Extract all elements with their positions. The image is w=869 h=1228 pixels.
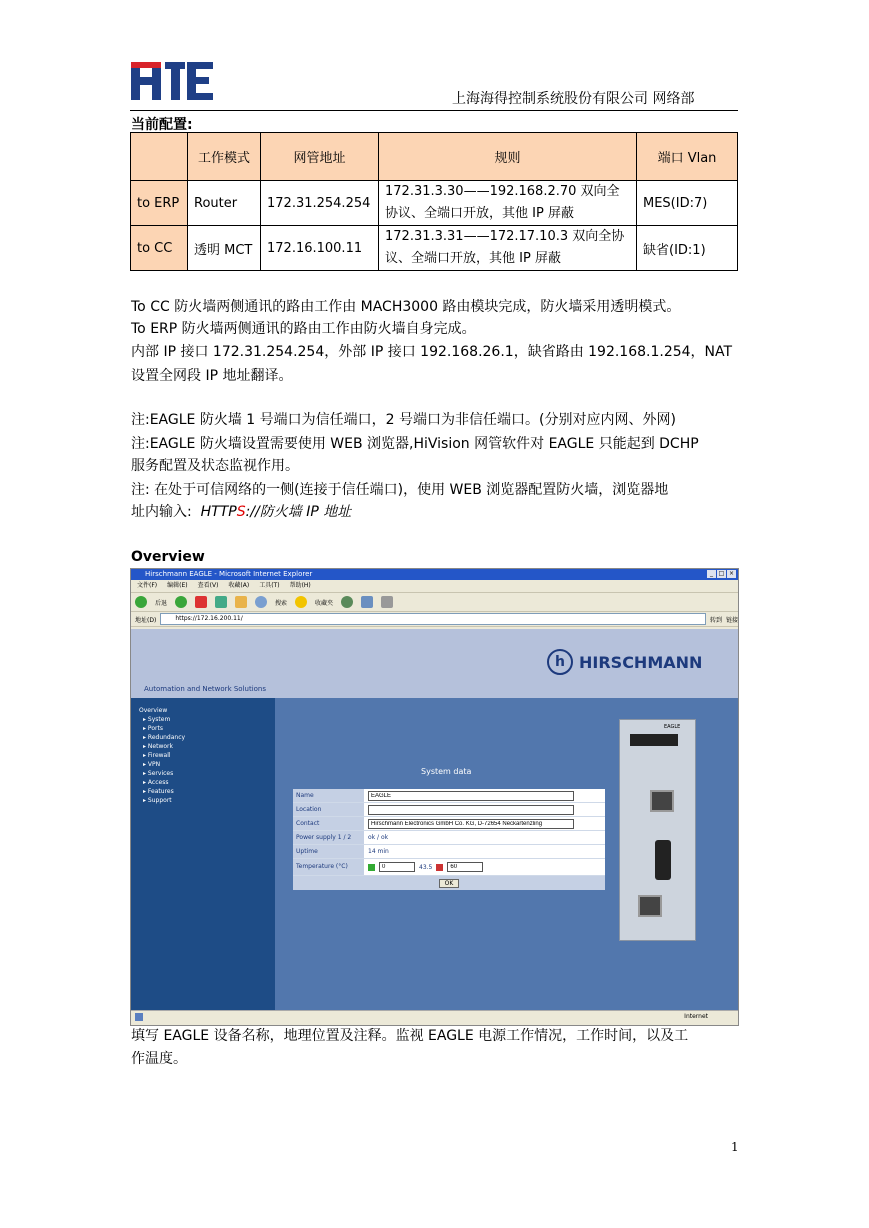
nav-item[interactable]: ▸ VPN [143,761,161,768]
system-data-form [293,789,605,890]
address-input[interactable]: https://172.16.200.11/ [160,613,706,625]
back-icon[interactable] [135,596,147,608]
search-icon[interactable] [255,596,267,608]
links-label[interactable]: 链接 [725,616,738,624]
name-label: Name [293,789,364,802]
nav-label: Access [147,779,169,786]
paragraph: 内部 IP 接口 172.31.254.254，外部 IP 接口 192.168.26.1，缺省路由 192.168.1.254，NAT [131,344,733,360]
device-label: EAGLE [664,724,681,730]
power-value: ok / ok [368,834,389,841]
header-cell [131,133,188,181]
nav-sidebar [131,698,275,1010]
nav-label: Redundancy [147,734,186,741]
location-label: Location [293,803,364,816]
table-cell: 172.16.100.11 [261,226,379,271]
table-cell: 172.31.3.30——192.168.2.70 双向全协议、全端口开放，其他 IP 屏蔽 [379,181,637,226]
nav-label: System [147,716,171,723]
form-row-uptime [293,845,605,859]
company-header: 上海海得控制系统股份有限公司 网络部 [452,91,695,107]
temp-high-icon [436,864,443,871]
menu-edit[interactable]: 编辑(E) [167,582,188,589]
header-cell: 端口 Vlan [637,133,738,181]
form-row-location [293,803,605,817]
page-icon [135,1013,143,1021]
form-row-contact [293,817,605,831]
nav-item[interactable]: ▸ Network [143,743,173,750]
favorites-label[interactable]: 收藏夹 [315,599,334,607]
history-icon[interactable] [341,596,353,608]
note: 注:EAGLE 防火墙设置需要使用 WEB 浏览器,HiVision 网管软件对 EAGLE 只能起到 DCHP [131,436,699,452]
nav-item[interactable]: ▸ Ports [143,725,163,732]
nav-item[interactable]: ▸ Firewall [143,752,171,759]
browser-titlebar [131,569,738,580]
address-label: 地址(D) [135,616,157,624]
temp-low-icon [368,864,375,871]
browser-statusbar [131,1010,738,1025]
table-cell: 缺省(ID:1) [637,226,738,271]
note: 服务配置及状态监视作用。 [131,458,299,474]
overview-heading: Overview [131,549,205,565]
browser-screenshot [130,568,739,1026]
nav-item[interactable]: ▸ Support [143,797,172,804]
favorites-icon[interactable] [295,596,307,608]
note-text: 址内输入: [131,504,192,520]
config-table [130,132,738,271]
header-cell: 工作模式 [188,133,261,181]
window-controls [707,570,736,578]
paragraph: To ERP 防火墙两侧通讯的路由工作由防火墙自身完成。 [131,321,476,337]
nav-label: Features [147,788,174,795]
minimize-icon[interactable]: _ [707,570,716,578]
uptime-value: 14 min [368,848,389,855]
menu-file[interactable]: 文件(F) [137,582,158,589]
forward-icon[interactable] [175,596,187,608]
table-cell: MES(ID:7) [637,181,738,226]
nav-item[interactable]: ▸ Features [143,788,174,795]
table-header-row [131,133,738,181]
current-config-label: 当前配置: [131,117,193,133]
home-icon[interactable] [235,596,247,608]
hirschmann-h-icon: h [547,649,573,675]
menu-favorites[interactable]: 收藏(A) [228,582,250,589]
form-row-name [293,789,605,803]
nav-label: Support [147,797,172,804]
tagline: Automation and Network Solutions [144,685,267,693]
go-button[interactable]: 转到 [709,616,722,624]
form-row-power [293,831,605,845]
name-input[interactable] [368,791,574,801]
note: 注: 在处于可信网络的一侧(连接于信任端口)，使用 WEB 浏览器配置防火墙，浏览器地 [131,482,669,498]
hirschmann-logo [547,649,702,675]
temp-current: 43.5 [419,863,433,871]
page-banner [131,629,738,698]
https-s: S [236,504,246,520]
contact-label: Contact [293,817,364,830]
eagle-device-image [619,719,696,941]
table-cell: to CC [131,226,188,271]
rj45-port-icon [638,895,662,917]
nav-item[interactable]: ▸ Redundancy [143,734,186,741]
paragraph: 设置全网段 IP 地址翻译。 [131,368,293,384]
ok-row [293,876,605,890]
nav-label: Ports [147,725,163,732]
refresh-icon[interactable] [215,596,227,608]
paragraph: To CC 防火墙两侧通讯的路由工作由 MACH3000 路由模块完成，防火墙采用透明模式。 [131,299,681,315]
browser-toolbar [131,593,738,612]
nav-item[interactable]: ▸ System [143,716,171,723]
browser-title: Hirschmann EAGLE - Microsoft Internet Explorer [145,570,313,578]
brand-name: HIRSCHMANN [579,652,703,672]
nav-label: VPN [147,761,161,768]
header-cell: 网管地址 [261,133,379,181]
table-cell: 172.31.3.31——172.17.10.3 双向全协议、全端口开放，其他 IP 屏蔽 [379,226,637,271]
print-icon[interactable] [381,596,393,608]
header-rule [130,110,738,111]
paragraph: 作温度。 [131,1051,187,1067]
stop-icon[interactable] [195,596,207,608]
note [131,502,351,523]
table-cell: 透明 MCT [188,226,261,271]
note: 注:EAGLE 防火墙 1 号端口为信任端口，2 号端口为非信任端口。(分别对应内网、外网) [131,412,676,428]
table-row [131,181,738,226]
web-page [131,629,738,1010]
menu-view[interactable]: 查看(V) [197,582,219,589]
table-cell: 172.31.254.254 [261,181,379,226]
maximize-icon[interactable]: □ [718,570,725,577]
terminal-block-icon [630,734,678,746]
paragraph: 填写 EAGLE 设备名称，地理位置及注释。监视 EAGLE 电源工作情况，工作时间，以及工 [131,1028,689,1044]
back-label[interactable]: 后退 [155,599,168,607]
fiber-port-icon [655,840,671,880]
menu-help[interactable]: 帮助(H) [289,582,311,589]
mail-icon[interactable] [361,596,373,608]
temperature-label: Temperature (°C) [293,859,364,875]
ok-button[interactable]: OK [439,879,460,888]
https-prefix: HTTP [200,504,237,520]
internet-zone: Internet [684,1013,708,1020]
power-label: Power supply 1 / 2 [293,831,364,844]
nav-item[interactable]: ▸ Access [143,779,169,786]
nav-overview[interactable]: Overview [139,707,168,714]
system-data-title: System data [421,767,472,776]
temp-low-input[interactable] [379,862,415,872]
https-address [201,504,352,520]
nav-label: Network [147,743,173,750]
nav-item[interactable]: ▸ Services [143,770,174,777]
uptime-label: Uptime [293,845,364,858]
table-cell: to ERP [131,181,188,226]
contact-input[interactable] [368,819,574,829]
hte-logo [131,62,213,100]
search-label[interactable]: 搜索 [275,599,288,607]
nav-label: Services [147,770,174,777]
nav-label: Firewall [147,752,171,759]
page-number: 1 [731,1140,739,1154]
table-row [131,226,738,271]
menu-tools[interactable]: 工具(T) [259,582,280,589]
location-input[interactable] [368,805,574,815]
header-cell: 规则 [379,133,637,181]
address-bar [131,612,738,627]
temp-high-input[interactable] [447,862,483,872]
table-cell: Router [188,181,261,226]
rj45-port-icon [650,790,674,812]
form-row-temperature [293,859,605,876]
close-icon[interactable]: × [728,570,735,577]
https-suffix: ://防火墙 IP 地址 [245,504,352,520]
browser-menubar [131,580,738,593]
